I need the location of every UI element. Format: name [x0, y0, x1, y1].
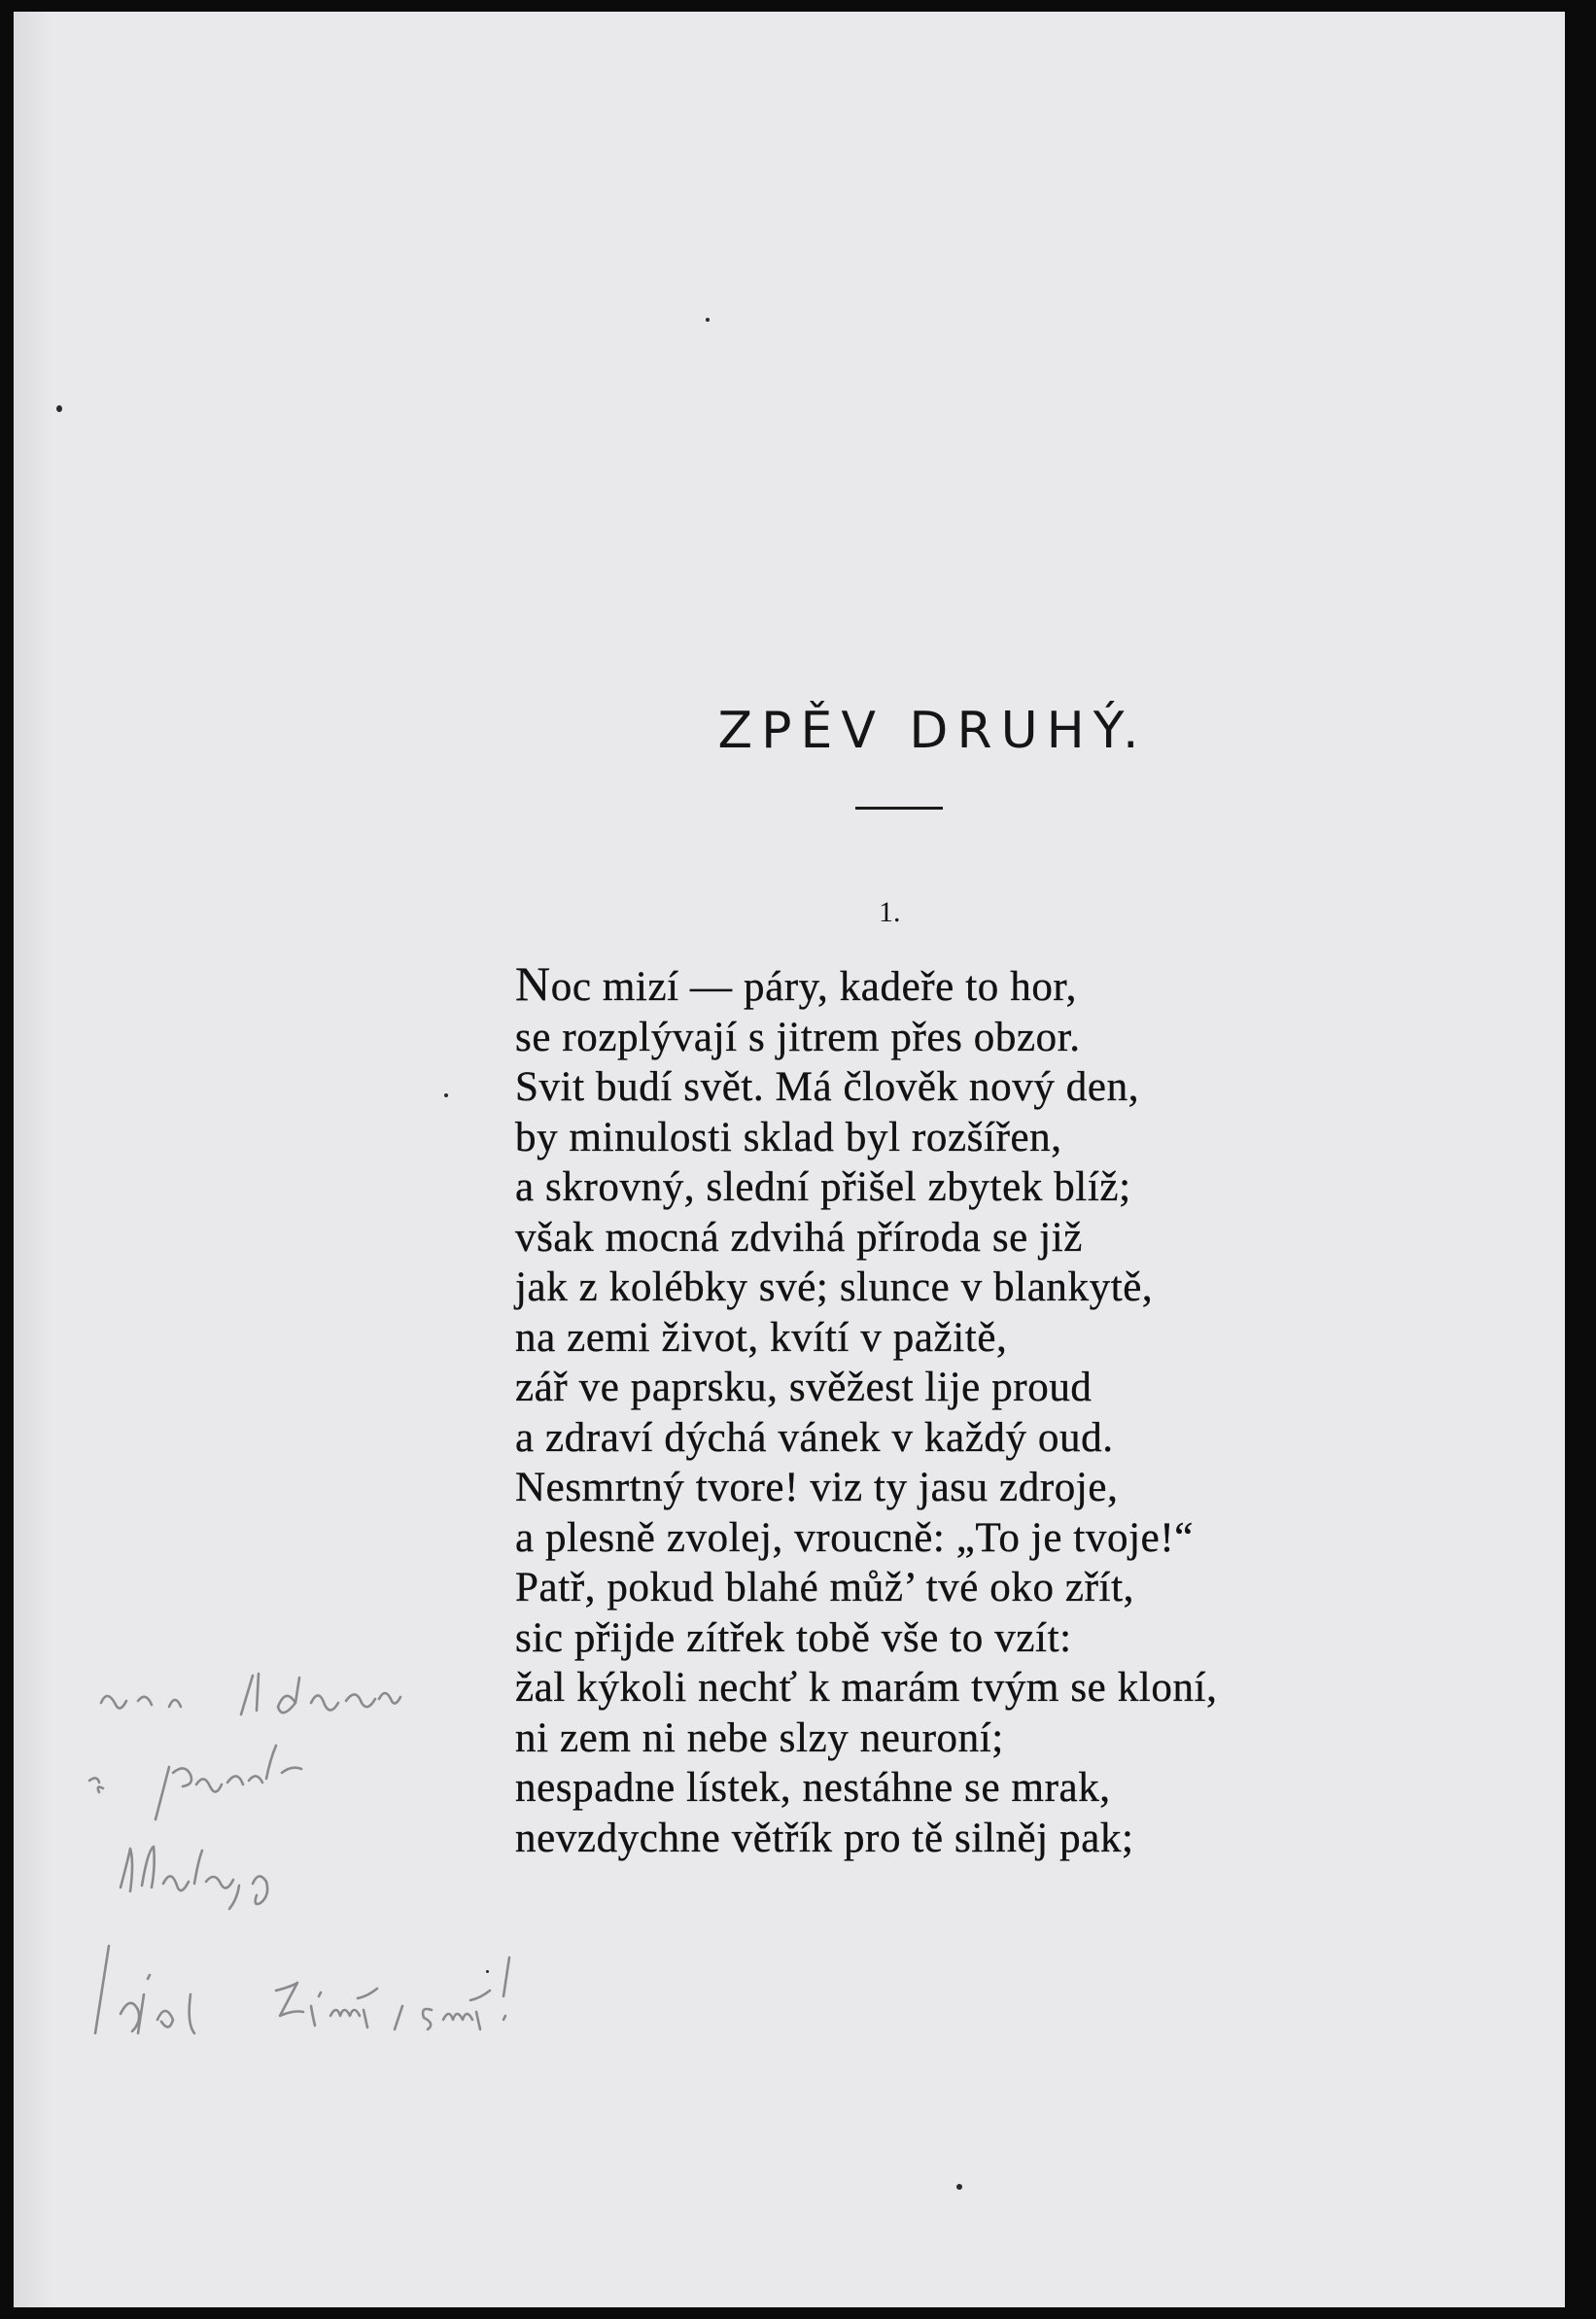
poem-line: jak z kolébky své; slunce v blankytě,: [515, 1264, 1154, 1310]
poem-line: však mocná zdvihá příroda se již: [515, 1214, 1083, 1261]
paper-speck: [444, 1093, 448, 1097]
poem-line: sic přijde zítřek tobě vše to vzít:: [515, 1614, 1072, 1661]
handwritten-note: [82, 1664, 704, 2121]
poem-line: [515, 956, 1487, 1013]
poem-line: na zemi život, kvítí v pažitě,: [515, 1314, 1008, 1361]
poem-line: a zdraví dýchá vánek v každý oud.: [515, 1414, 1114, 1461]
paper-speck: [956, 2184, 962, 2190]
poem-line: Svit budí svět. Má člověk nový den,: [515, 1064, 1140, 1110]
poem-line-text: oc mizí — páry, kadeře to hor,: [550, 964, 1077, 1010]
poem-line: ni zem ni nebe slzy neuroní;: [515, 1714, 1004, 1761]
poem-line: a skrovný, slední přišel zbytek blíž;: [515, 1164, 1131, 1210]
poem-line: by minulosti sklad byl rozšířen,: [515, 1114, 1062, 1160]
heading-rule: [855, 807, 943, 810]
poem-line: nevzdychne větřík pro tě silněj pak;: [515, 1815, 1134, 1861]
chapter-heading: ZPĚV DRUHÝ.: [717, 702, 1148, 760]
poem-line: žal kýkoli nechť k marám tvým se kloní,: [515, 1665, 1218, 1711]
poem-line: Patř, pokud blahé můž’ tvé oko zřít,: [515, 1565, 1134, 1610]
drop-letter: N: [515, 956, 551, 1011]
paper-speck: [56, 405, 62, 412]
poem-line: zář ve paprsku, svěžest lije proud: [515, 1365, 1093, 1410]
poem-line: nespadne lístek, nestáhne se mrak,: [515, 1765, 1111, 1811]
poem-line: Nesmrtný tvore! viz ty jasu zdroje,: [515, 1465, 1119, 1510]
paper-speck: [706, 318, 710, 322]
book-page: [14, 12, 1565, 2307]
section-number: 1.: [879, 896, 901, 928]
poem-line: se rozplývají s jitrem přes obzor.: [515, 1014, 1081, 1060]
poem-line: a plesně zvolej, vroucně: „To je tvoje!“: [515, 1514, 1194, 1561]
